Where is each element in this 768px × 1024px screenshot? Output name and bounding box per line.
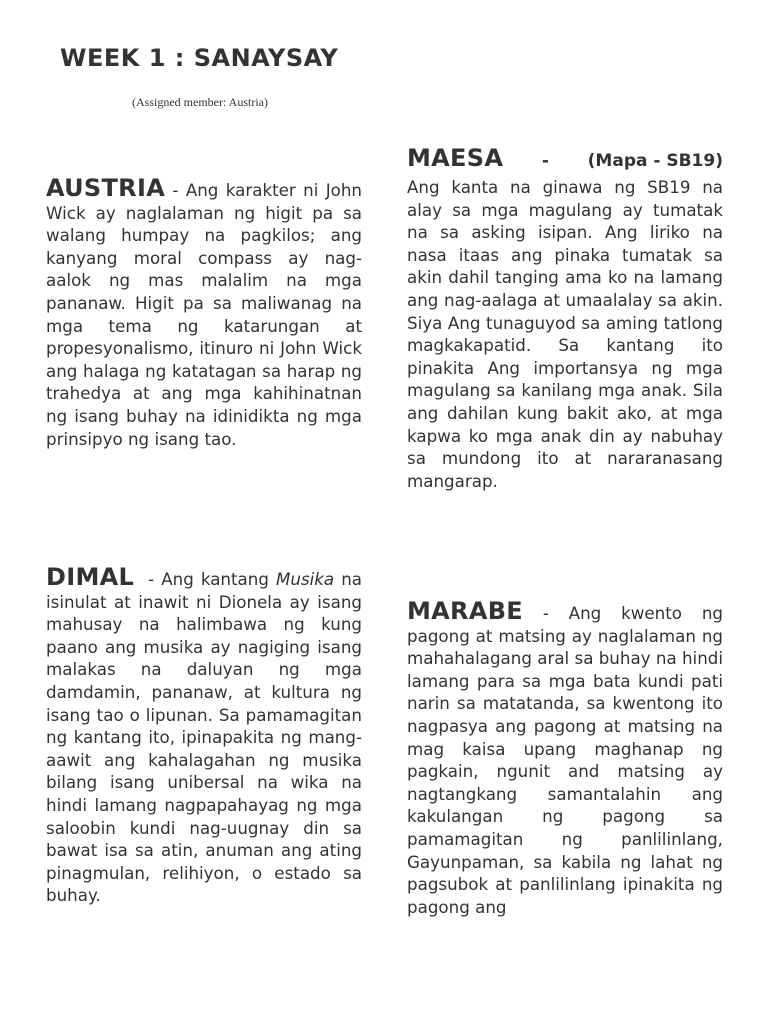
essay-body: - Ang karakter ni John Wick ay naglalaman ng higit pa sa walang humpay na pagkilos; ang kanyang moral compass ay nag-aalok ng mas malalim na mga pananaw. Higit pa sa maliwanag na mga tema ng katarungan at propesyonalismo, itinuro ni John Wick ang halaga ng katatagan sa harap ng trahedya at ang mga kahihinatnan ng isang buhay na idinidikta ng mga prinsipyo ng isang tao.: [46, 180, 362, 449]
essay-dimal: [46, 563, 363, 907]
essay-maesa: [407, 143, 723, 492]
essay-author-name: DIMAL: [46, 563, 135, 591]
essay-body: - Ang kwento ng pagong at matsing ay naglalaman ng mahahalagang aral sa buhay na hindi lamang para sa mga bata kundi pati narin sa matatanda, sa kwentong ito nagpasya ang pagong at matsing na mag kaisa upang maghanap ng pagkain, ngunit and matsing ay nagtangkang samantalahin ang kakulangan ng pagong sa pamamagitan ng panlilinlang, Gayunpaman, sa kabila ng lahat ng pagsubok at panlilinlang ipinakita ng pagong ang: [407, 603, 723, 917]
essay-body-intro: - Ang kantang: [134, 569, 276, 589]
essay-body: Ang kanta na ginawa ng SB19 na alay sa mga magulang ay tumatak na sa asking isipan. Ang liriko na nasa itaas ang pinaka tumatak sa akin dahil tanging ama ko na lamang ang nag-aalaga at umaalalay sa akin. Siya Ang tunaguyod sa aming tatlong magkakapatid. Sa kantang ito pinakita Ang importansya ng mga magulang sa kanilang mga anak. Sila ang dahilan kung bakit ako, at mga kapwa ko mga anak din ay nabuhay sa mundong ito at nararanasang mangarap.: [407, 177, 723, 491]
essay-austria: [46, 174, 362, 450]
song-reference: (Mapa - SB19): [587, 151, 723, 171]
song-title: Musika: [275, 569, 335, 589]
essay-author-name: AUSTRIA: [46, 174, 166, 202]
assigned-member-note: (Assigned member: Austria): [132, 95, 268, 109]
page-title: WEEK 1 : SANAYSAY: [60, 44, 339, 72]
heading-dash: -: [541, 151, 549, 171]
essay-body: na isinulat at inawit ni Dionela ay isang mahusay na halimbawa ng kung paano ang musika ay nagiging isang malakas na daluyan ng mga damdamin, pananaw, at kultura ng isang tao o lipunan. Sa pamamagitan ng kantang ito, ipinapakita ng mang-aawit ang kahalagahan ng musika bilang isang unibersal na wika na hindi lamang nagpapahayag ng mga saloobin kundi nag-uugnay din sa bawat isa sa atin, anuman ang ating pinagmulan, relihiyon, o estado sa buhay.: [46, 569, 363, 906]
essay-heading: [407, 143, 723, 176]
essay-author-name: MARABE: [407, 597, 523, 625]
essay-marabe: [407, 597, 723, 918]
essay-author-name: MAESA: [407, 144, 504, 172]
